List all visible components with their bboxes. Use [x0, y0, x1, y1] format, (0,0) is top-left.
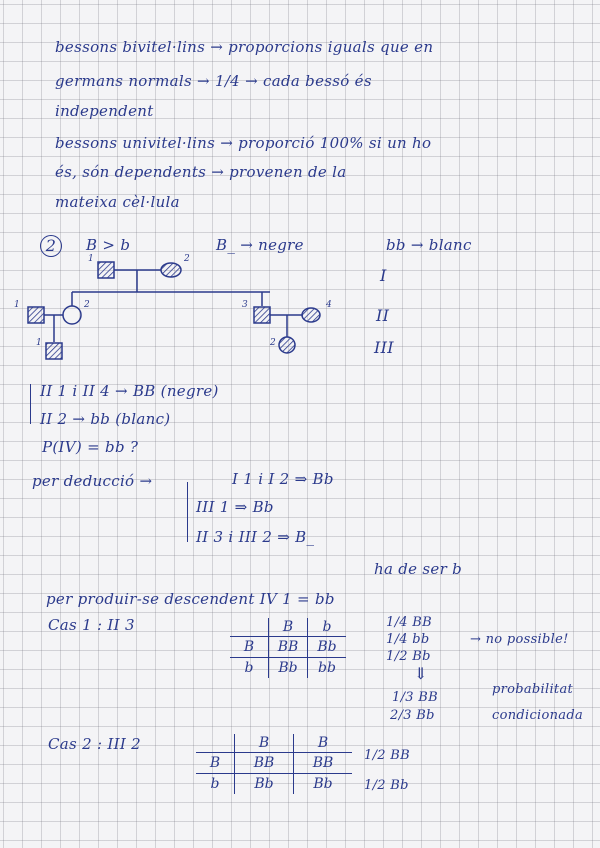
case-2-row-header: b: [196, 774, 235, 795]
note-line-6: mateixa cèl·lula: [55, 193, 180, 211]
deduction-branch-line: [187, 482, 188, 542]
pedigree-number-III1: 1: [36, 338, 43, 348]
case-1-cell: Bb: [308, 637, 347, 658]
case-2-col-header: B: [235, 734, 294, 753]
pedigree-female-III2: [279, 337, 295, 353]
note-line-5: és, són dependents → provenen de la: [55, 163, 347, 181]
genotype-line-2: II 2 → bb (blanc): [40, 410, 171, 428]
case-1-label: Cas 1 : II 3: [48, 616, 135, 634]
case-2-cell: BB: [235, 753, 294, 774]
case-2-prob-2: 1/2 Bb: [364, 778, 409, 793]
note-line-1: bessons bivitel·lins → proporcions iguals que en: [55, 38, 434, 56]
case-2-cell: BB: [294, 753, 353, 774]
pedigree-male-II1: [28, 307, 44, 323]
case-2-label: Cas 2 : III 2: [48, 735, 142, 753]
dominance-rule: B > b: [86, 236, 131, 254]
deduction-line-1: I 1 i I 2 ⇒ Bb: [232, 470, 334, 488]
deduction-note: ha de ser b: [374, 560, 463, 578]
generation-label-3: III: [374, 338, 394, 357]
generation-label-2: II: [376, 306, 390, 325]
pedigree-male-affected-I1: [98, 262, 114, 278]
generation-label-1: I: [380, 266, 387, 285]
pedigree-number-I2: 2: [184, 254, 191, 264]
pedigree-number-II1: 1: [14, 300, 21, 310]
pedigree-female-II4: [302, 308, 320, 322]
pedigree-number-II4: 4: [326, 300, 333, 310]
pedigree-male-II3: [254, 307, 270, 323]
genotype-brace: [30, 384, 31, 424]
note-line-4: bessons univitel·lins → proporció 100% si un ho: [55, 134, 432, 152]
white-phenotype-rule: bb → blanc: [386, 236, 472, 254]
black-phenotype-rule: B_ → negre: [216, 236, 304, 254]
case-1-prob-2: 1/4 bb: [386, 632, 430, 647]
case-2-cell: Bb: [294, 774, 353, 795]
pedigree-number-II2: 2: [84, 300, 91, 310]
case-1-col-header: B: [269, 618, 308, 637]
case-1-col-header: b: [308, 618, 347, 637]
case-2-cell: Bb: [235, 774, 294, 795]
probability-question: P(IV) = bb ?: [42, 438, 139, 456]
down-arrow-icon: ⇓: [414, 664, 428, 683]
case-1-cell: BB: [269, 637, 308, 658]
note-line-2: germans normals → 1/4 → cada bessó és: [55, 72, 372, 90]
pedigree-number-I1: 1: [88, 254, 95, 264]
case-1-prob-1: 1/4 BB: [386, 615, 432, 630]
pedigree-number-III2: 2: [270, 338, 277, 348]
case-2-prob-1: 1/2 BB: [364, 748, 410, 763]
case-1-not-possible: → no possible!: [470, 632, 569, 647]
case-1-punnett-square: [230, 618, 346, 678]
case-1-row-header: b: [230, 658, 269, 679]
case-2-punnett-square: [196, 734, 352, 794]
case-1-row-header: B: [230, 637, 269, 658]
case-1-cell: Bb: [269, 658, 308, 679]
case-1-cond-1: 1/3 BB: [392, 690, 438, 705]
note-line-3: independent: [55, 102, 154, 120]
problem-number: 2: [40, 235, 62, 257]
pedigree-female-II2: [63, 306, 81, 324]
case-2-row-header: B: [196, 753, 235, 774]
pedigree-number-II3: 3: [242, 300, 249, 310]
deduction-line-3: II 3 i III 2 ⇒ B_: [196, 528, 315, 546]
case-1-cell: bb: [308, 658, 347, 679]
deduction-label: per deducció →: [32, 472, 153, 490]
case-1-prob-3: 1/2 Bb: [386, 649, 431, 664]
pedigree-male-III1: [46, 343, 62, 359]
deduction-line-2: III 1 ⇒ Bb: [196, 498, 274, 516]
pedigree-female-I2: [161, 263, 181, 277]
case-intro: per produir-se descendent IV 1 = bb: [46, 590, 335, 608]
case-1-cond-note-1: probabilitat: [492, 682, 574, 697]
case-1-cond-2: 2/3 Bb: [390, 708, 435, 723]
case-2-col-header: B: [294, 734, 353, 753]
case-1-cond-note-2: condicionada: [492, 708, 584, 723]
genotype-line-1: II 1 i II 4 → BB (negre): [40, 382, 219, 400]
